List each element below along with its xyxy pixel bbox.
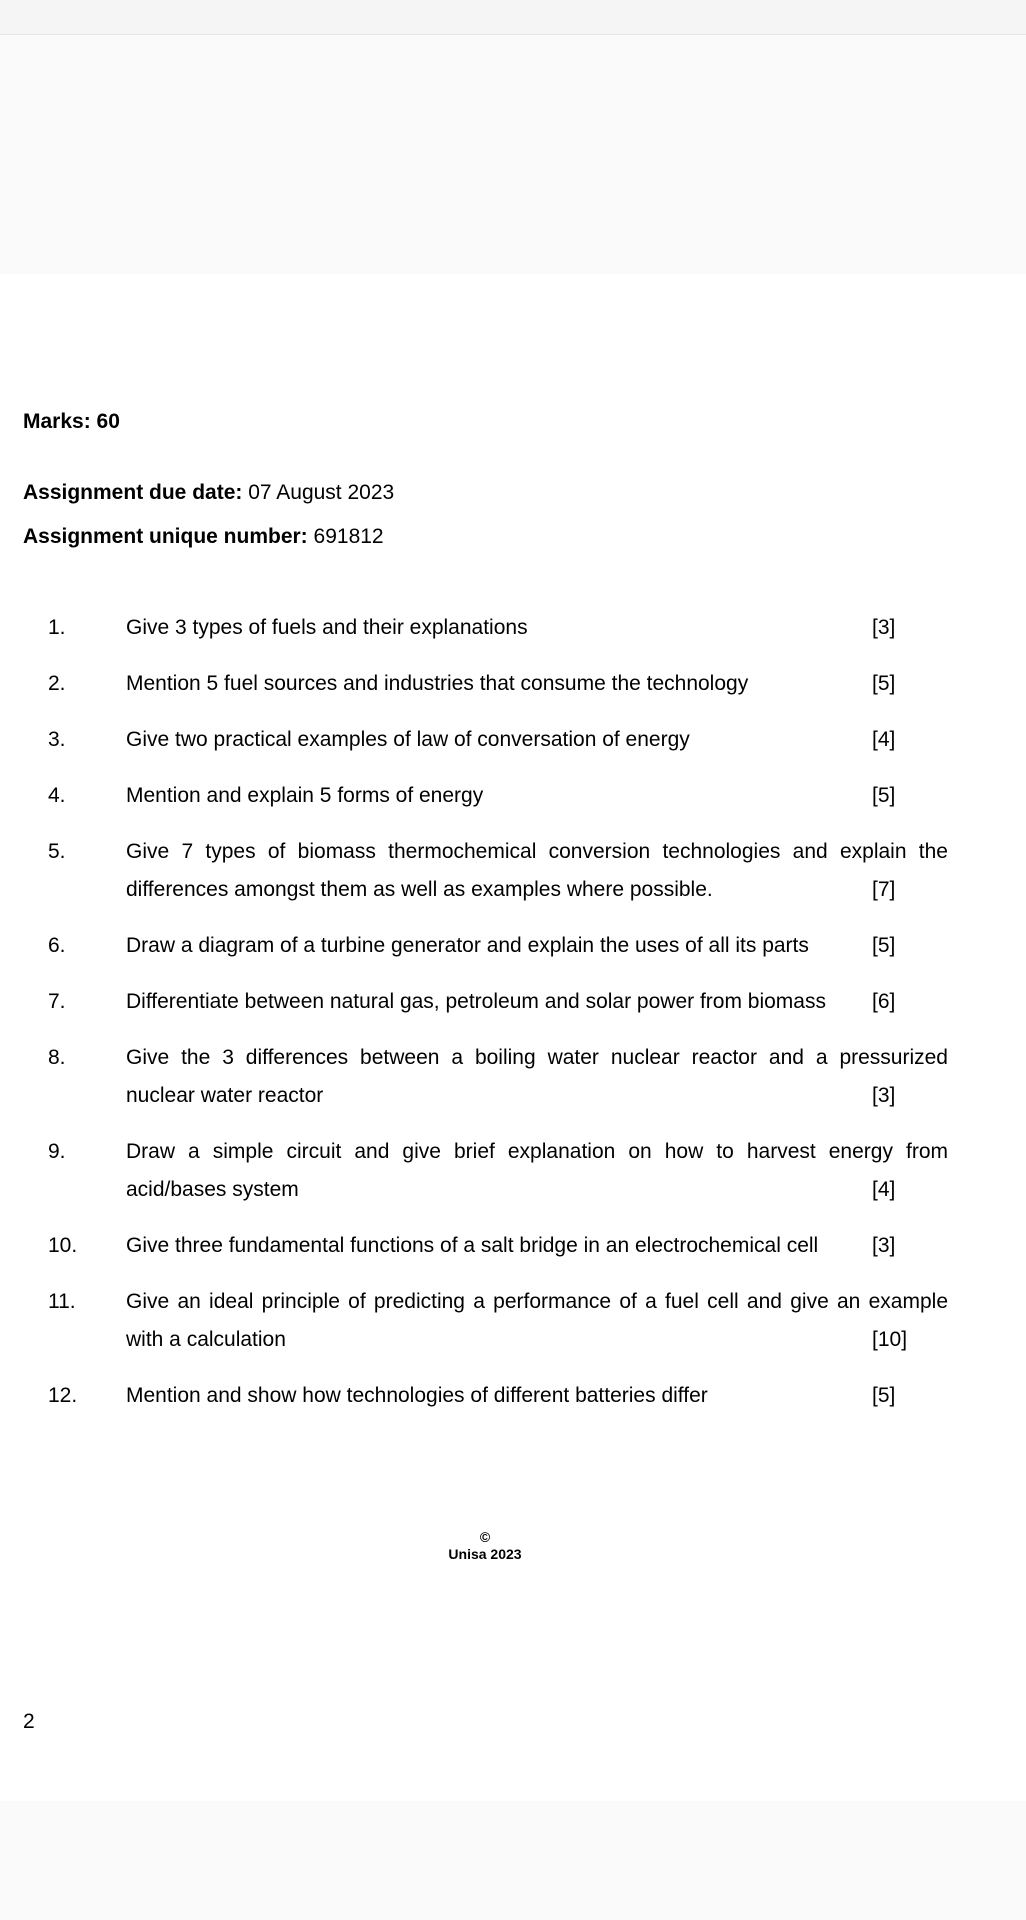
question-number: 5. <box>48 840 66 863</box>
question-item <box>0 1227 1026 1265</box>
question-text: Mention and show how technologies of different batteries differ <box>126 1384 708 1407</box>
question-number: 1. <box>48 616 66 639</box>
question-text: Give three fundamental functions of a salt bridge in an electrochemical cell <box>126 1234 819 1257</box>
question-marks: [7] <box>872 878 896 901</box>
question-item <box>0 665 1026 703</box>
question-text: Mention and explain 5 forms of energy <box>126 784 484 807</box>
question-item <box>0 609 1026 647</box>
question-number: 8. <box>48 1046 66 1069</box>
question-text: Differentiate between natural gas, petroleum and solar power from biomass <box>126 990 826 1013</box>
question-number: 6. <box>48 934 66 957</box>
question-text: Give two practical examples of law of conversation of energy <box>126 728 690 751</box>
question-text: Give 3 types of fuels and their explanations <box>126 616 528 639</box>
due-date-label: Assignment due date: <box>23 481 243 504</box>
question-number: 4. <box>48 784 66 807</box>
question-item <box>0 1039 1026 1115</box>
question-marks: [5] <box>872 672 896 695</box>
marks-total: Marks: 60 <box>23 410 120 433</box>
question-number: 12. <box>48 1384 78 1407</box>
question-marks: [10] <box>872 1328 908 1351</box>
unique-number-line <box>23 525 384 549</box>
question-marks: [4] <box>872 1178 896 1201</box>
copyright-text: Unisa 2023 <box>448 1546 522 1562</box>
question-item <box>0 833 1026 909</box>
page-bottom-margin <box>0 1801 1026 1920</box>
question-number: 7. <box>48 990 66 1013</box>
question-number: 3. <box>48 728 66 751</box>
copyright-symbol: © <box>479 1529 491 1545</box>
question-text: Give 7 types of biomass thermochemical conversion technologies and explain the differences amongst them as well as examples where possible. <box>126 840 948 901</box>
due-date-value: 07 August 2023 <box>248 481 395 504</box>
viewer-toolbar <box>0 0 1026 35</box>
question-text: Mention 5 fuel sources and industries that consume the technology <box>126 672 749 695</box>
question-list <box>0 609 1026 1433</box>
question-number: 11. <box>48 1290 76 1313</box>
question-item <box>0 777 1026 815</box>
question-text: Draw a diagram of a turbine generator and explain the uses of all its parts <box>126 934 809 957</box>
unique-number-value: 691812 <box>313 525 384 548</box>
document-page <box>0 274 1026 1801</box>
question-number: 2. <box>48 672 66 695</box>
question-item <box>0 927 1026 965</box>
question-marks: [5] <box>872 934 896 957</box>
page-number: 2 <box>23 1710 35 1733</box>
question-text: Draw a simple circuit and give brief explanation on how to harvest energy from acid/bases system <box>126 1140 948 1201</box>
question-marks: [4] <box>872 728 896 751</box>
question-number: 10. <box>48 1234 78 1257</box>
question-marks: [5] <box>872 1384 896 1407</box>
question-item <box>0 983 1026 1021</box>
question-item <box>0 1133 1026 1209</box>
question-marks: [3] <box>872 1234 896 1257</box>
question-marks: [5] <box>872 784 896 807</box>
due-date-line <box>23 481 394 505</box>
question-marks: [6] <box>872 990 896 1013</box>
question-item <box>0 721 1026 759</box>
question-marks: [3] <box>872 616 896 639</box>
question-text: Give an ideal principle of predicting a performance of a fuel cell and give an example with a calculation <box>126 1290 948 1351</box>
question-marks: [3] <box>872 1084 896 1107</box>
unique-number-label: Assignment unique number: <box>23 525 308 548</box>
question-text: Give the 3 differences between a boiling water nuclear reactor and a pressurized nuclear water reactor <box>126 1046 948 1107</box>
question-number: 9. <box>48 1140 66 1163</box>
question-item <box>0 1377 1026 1415</box>
page-top-margin <box>0 35 1026 274</box>
question-item <box>0 1283 1026 1359</box>
copyright-notice <box>0 1529 970 1563</box>
